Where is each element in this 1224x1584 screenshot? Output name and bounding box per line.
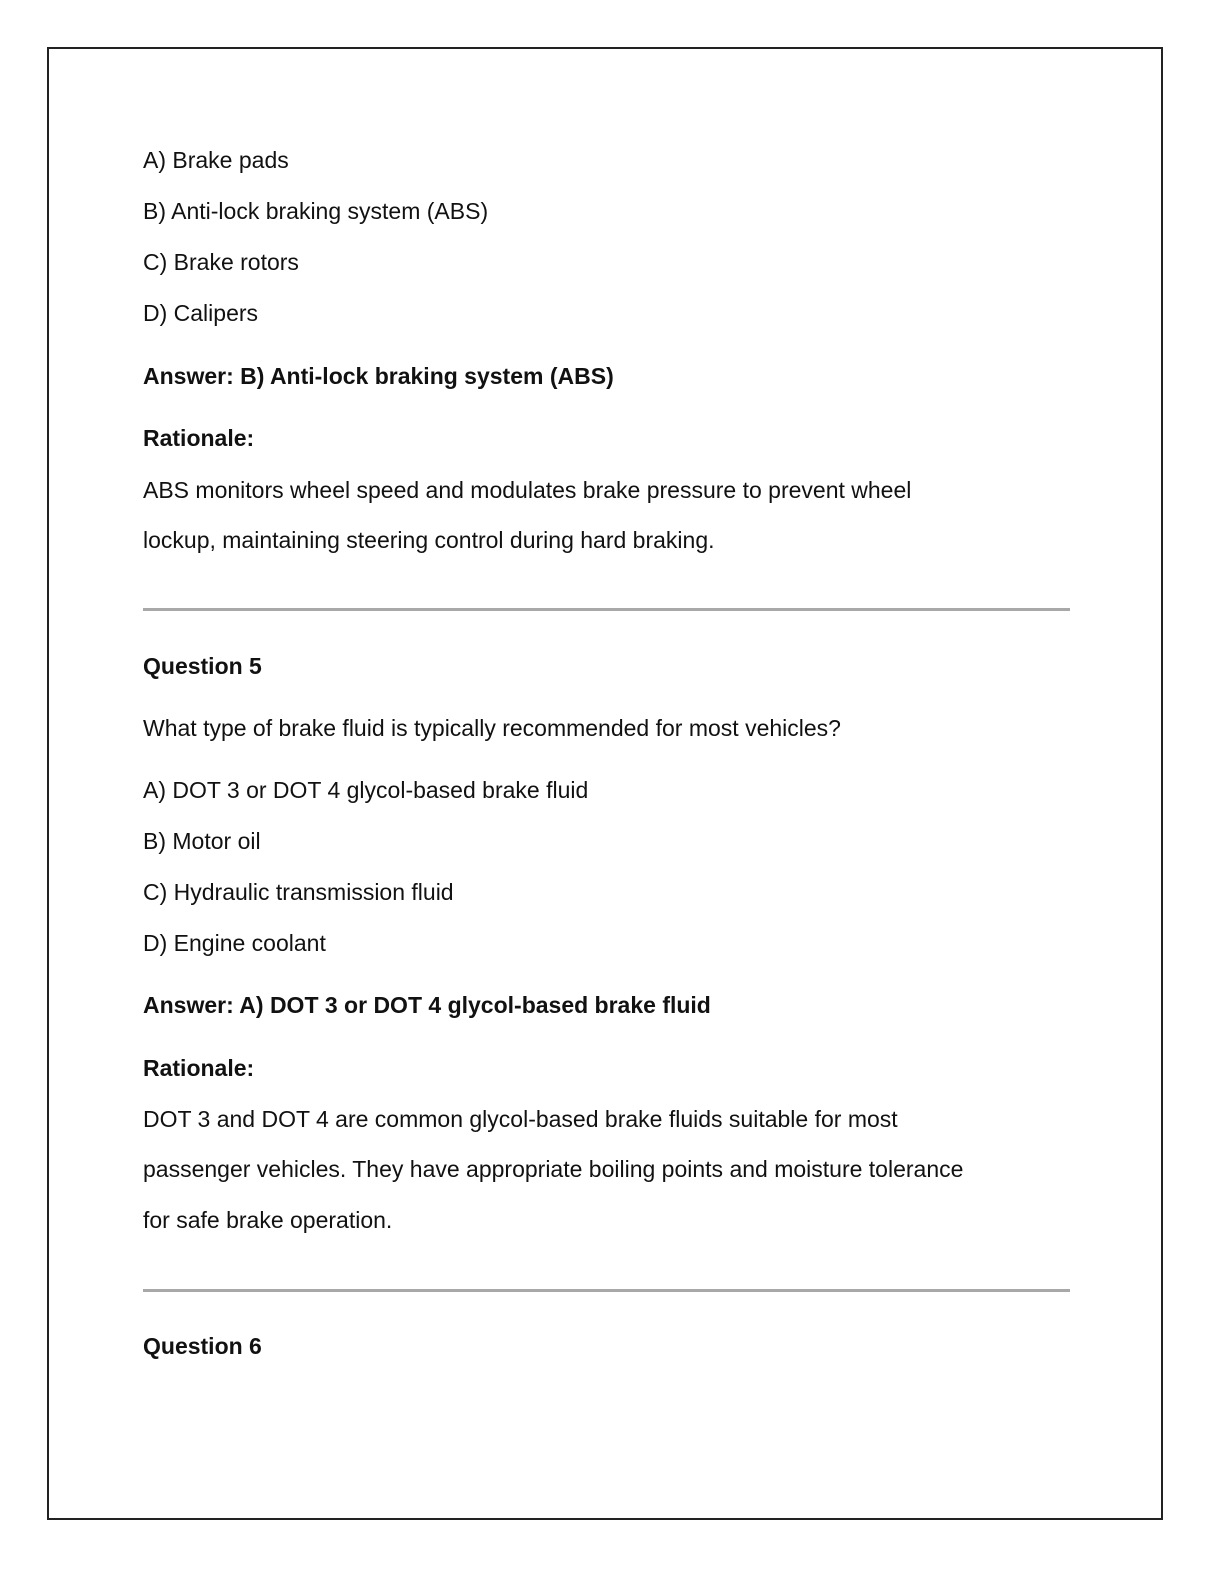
section-divider xyxy=(143,608,1070,611)
rationale-text-line: lockup, maintaining steering control during hard braking. xyxy=(143,527,715,553)
answer-line: Answer: A) DOT 3 or DOT 4 glycol-based brake fluid xyxy=(143,992,711,1018)
option-c: C) Brake rotors xyxy=(143,249,299,275)
option-a: A) DOT 3 or DOT 4 glycol-based brake fluid xyxy=(143,777,589,803)
rationale-label: Rationale: xyxy=(143,425,255,451)
question-5-heading: Question 5 xyxy=(143,653,262,679)
rationale-text-line: for safe brake operation. xyxy=(143,1207,393,1233)
option-c: C) Hydraulic transmission fluid xyxy=(143,879,454,905)
rationale-label: Rationale: xyxy=(143,1055,255,1081)
rationale-text-line: DOT 3 and DOT 4 are common glycol-based brake fluids suitable for most xyxy=(143,1106,898,1132)
option-a: A) Brake pads xyxy=(143,147,289,173)
answer-line: Answer: B) Anti-lock braking system (ABS) xyxy=(143,363,614,389)
option-d: D) Engine coolant xyxy=(143,930,326,956)
option-b: B) Anti-lock braking system (ABS) xyxy=(143,198,489,224)
section-divider xyxy=(143,1289,1070,1292)
question-5-prompt: What type of brake fluid is typically recommended for most vehicles? xyxy=(143,715,841,741)
rationale-text-line: passenger vehicles. They have appropriate boiling points and moisture tolerance xyxy=(143,1156,964,1182)
question-6-heading: Question 6 xyxy=(143,1333,262,1359)
option-b: B) Motor oil xyxy=(143,828,261,854)
option-d: D) Calipers xyxy=(143,300,259,326)
rationale-text-line: ABS monitors wheel speed and modulates brake pressure to prevent wheel xyxy=(143,477,912,503)
